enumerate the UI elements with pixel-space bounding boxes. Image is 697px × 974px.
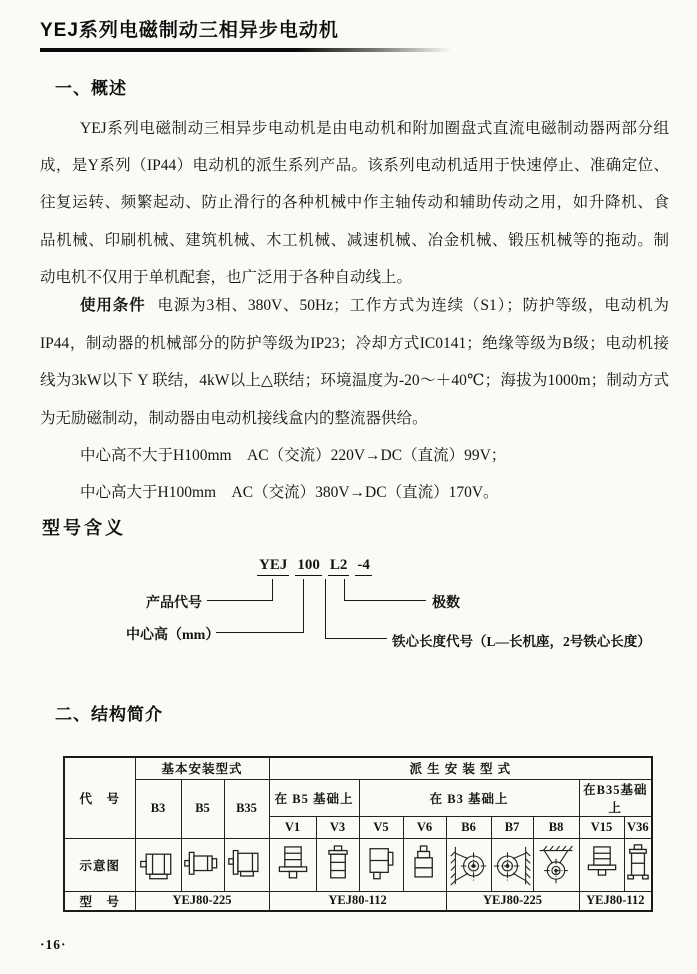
- section-1-heading: 一、概述: [55, 79, 127, 98]
- model-part-core-length: L2: [328, 557, 350, 576]
- code-b35: B35: [224, 779, 269, 838]
- group-header-on-b5: 在 B5 基础上: [269, 779, 359, 816]
- code-v3: V3: [316, 816, 359, 838]
- connector-line: [272, 579, 273, 601]
- title-underline-rule: [40, 48, 452, 52]
- code-v15: V15: [579, 816, 624, 838]
- code-v36: V36: [624, 816, 652, 838]
- usage-conditions-line: 为无励磁制动，制动器由电动机接线盒内的整流器供给。: [40, 410, 428, 427]
- table-header-derived: 派 生 安 装 型 式: [269, 757, 652, 779]
- mounting-type-table: [63, 756, 653, 912]
- motor-b35-icon: [227, 843, 267, 889]
- usage-conditions-text: 电源为3相、380V、50Hz；工作方式为连续（S1）；防护等级，电动机为: [157, 297, 669, 314]
- code-b7: B7: [491, 816, 533, 838]
- code-v5: V5: [359, 816, 403, 838]
- connector-line: [325, 638, 387, 639]
- usage-conditions-line: 线为3kW以下 Y 联结，4kW以上△联结；环境温度为-20～＋40℃；海拔为1000m；制动方式: [40, 372, 669, 389]
- table-header-model: 型 号: [64, 891, 135, 911]
- motor-v6-icon: [405, 843, 445, 889]
- label-poles: 极数: [432, 596, 460, 611]
- code-v6: V6: [403, 816, 446, 838]
- model-meaning-heading: 型号含义: [42, 518, 126, 538]
- code-b3: B3: [135, 779, 181, 838]
- model-part-product-code: YEJ: [257, 557, 289, 576]
- model-designation-code: [257, 557, 372, 576]
- motor-v36-icon: [626, 843, 650, 889]
- page-number: ·16·: [40, 937, 67, 952]
- connector-line: [344, 579, 345, 601]
- label-center-height: 中心高（mm）: [126, 628, 220, 643]
- code-b8: B8: [533, 816, 579, 838]
- table-header-basic: 基本安装型式: [135, 757, 269, 779]
- motor-v3-icon: [318, 843, 358, 889]
- table-header-code: 代 号: [64, 757, 135, 838]
- label-core-length: 铁心长度代号（L—长机座，2号铁心长度）: [392, 634, 651, 649]
- model-range-basic: YEJ80-225: [135, 891, 269, 911]
- section-2-heading: 二、结构简介: [55, 705, 163, 724]
- motor-v15-icon: [582, 843, 622, 889]
- usage-conditions-line: IP44，制动器的机械部分的防护等级为IP23；冷却方式IC0141；绝缘等级为B级；电动机接: [40, 335, 669, 352]
- usage-conditions-line: [40, 293, 669, 315]
- motor-b8-icon: [536, 843, 576, 889]
- group-header-on-b3: 在 B3 基础上: [359, 779, 579, 816]
- overview-paragraph-line: YEJ系列电磁制动三相异步电动机是由电动机和附加圈盘式直流电磁制动器两部分组: [80, 120, 669, 137]
- motor-b6-icon: [449, 843, 489, 889]
- label-product-code: 产品代号: [146, 596, 202, 611]
- motor-b7-icon: [492, 843, 532, 889]
- brake-voltage-line: 中心高不大于H100mm AC（交流）220V→DC（直流）99V；: [80, 447, 507, 464]
- code-b6: B6: [446, 816, 491, 838]
- overview-paragraph-line: 动电机不仅用于单机配套，也广泛用于各种自动线上。: [40, 269, 413, 286]
- overview-paragraph-line: 往复运转、频繁起动、防止滑行的各种机械中作主轴传动和辅助传动之用，如升降机、食: [40, 194, 669, 211]
- code-b5: B5: [181, 779, 224, 838]
- connector-line: [325, 579, 326, 639]
- motor-v5-icon: [361, 843, 401, 889]
- overview-paragraph-line: 成，是Y系列（IP44）电动机的派生系列产品。该系列电动机适用于快速停止、准确定位、: [40, 157, 669, 174]
- connector-line: [207, 600, 273, 601]
- connector-line: [344, 600, 426, 601]
- model-range-b35: YEJ80-112: [579, 891, 652, 911]
- brake-voltage-line: 中心高大于H100mm AC（交流）380V→DC（直流）170V。: [80, 484, 499, 501]
- model-range-v: YEJ80-112: [269, 891, 446, 911]
- motor-v1-icon: [273, 843, 313, 889]
- table-header-schematic: 示意图: [64, 838, 135, 891]
- usage-conditions-label: 使用条件: [80, 297, 146, 314]
- model-part-poles: -4: [355, 557, 372, 576]
- model-range-b: YEJ80-225: [446, 891, 579, 911]
- motor-b3-icon: [138, 843, 178, 889]
- page-title: YEJ系列电磁制动三相异步电动机: [40, 20, 339, 41]
- overview-paragraph-line: 品机械、印刷机械、建筑机械、木工机械、减速机械、冶金机械、锻压机械等的拖动。制: [40, 232, 669, 249]
- model-part-frame-size: 100: [295, 557, 322, 576]
- connector-line: [303, 579, 304, 633]
- connector-line: [216, 632, 304, 633]
- code-v1: V1: [269, 816, 316, 838]
- group-header-on-b35: 在B35基础上: [579, 779, 652, 816]
- motor-b5-icon: [183, 843, 223, 889]
